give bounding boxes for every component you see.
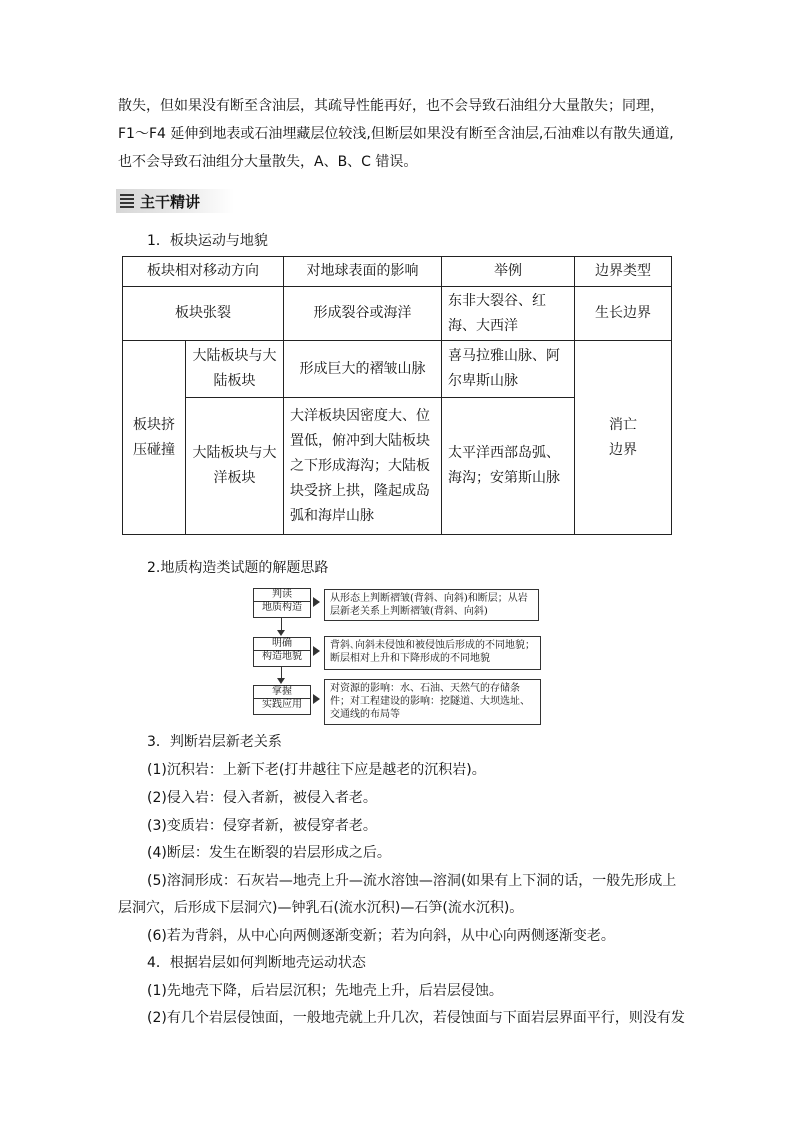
list-item: (4)断层：发生在断裂的岩层形成之后。 bbox=[147, 845, 391, 861]
intro-line-2: F1～F4 延伸到地表或石油埋藏层位较浅,但断层如果没有断至含油层,石油难以有散失通道, bbox=[118, 126, 674, 142]
flow-step-3-box bbox=[253, 685, 311, 715]
flow-step-1-label-a: 判读 bbox=[254, 589, 310, 602]
list-item: (2)有几个岩层侵蚀面，一般地壳就上升几次，若侵蚀面与下面岩层界面平行，则没有发 bbox=[147, 1010, 685, 1026]
table-cell: 消亡边界 bbox=[575, 341, 672, 535]
table-cell: 喜马拉雅山脉、阿尔卑斯山脉 bbox=[442, 341, 575, 398]
heading-3: 3．判断岩层新老关系 bbox=[147, 734, 282, 750]
arrow-right-icon bbox=[313, 646, 320, 656]
table-header-cell: 对地球表面的影响 bbox=[284, 257, 442, 287]
arrow-right-icon bbox=[313, 597, 320, 607]
table-cell: 板块挤压碰撞 bbox=[123, 341, 186, 535]
list-item: (3)变质岩：侵穿者新，被侵穿者老。 bbox=[147, 818, 377, 834]
table-header-row bbox=[123, 257, 672, 287]
flow-step-3-label-b: 实践应用 bbox=[262, 699, 302, 710]
table-cell: 大洋板块因密度大、位置低，俯冲到大陆板块之下形成海沟；大陆板块受挤上拱，隆起成岛弧和海岸山脉 bbox=[284, 398, 442, 535]
flow-step-1-box bbox=[253, 588, 311, 618]
table-cell: 太平洋西部岛弧、海沟；安第斯山脉 bbox=[442, 398, 575, 535]
table-cell: 东非大裂谷、红海、大西洋 bbox=[442, 287, 575, 341]
list-item: (5)溶洞形成：石灰岩—地壳上升—流水溶蚀—溶洞(如果有上下洞的话，一般先形成上 bbox=[147, 873, 677, 889]
table-row bbox=[123, 341, 672, 398]
intro-line-1: 散失，但如果没有断至含油层，其疏导性能再好，也不会导致石油组分大量散失；同理， bbox=[118, 98, 664, 114]
flow-step-2-detail: 背斜､向斜未侵蚀和被侵蚀后形成的不同地貌；断层相对上升和下降形成的不同地貌 bbox=[324, 636, 541, 670]
list-icon bbox=[120, 194, 134, 208]
flow-step-2-label-a: 明确 bbox=[254, 638, 310, 651]
arrow-right-icon bbox=[313, 694, 320, 704]
flow-step-1-label-b: 地质构造 bbox=[262, 602, 302, 613]
flow-connector bbox=[281, 617, 282, 631]
table-cell: 形成裂谷或海洋 bbox=[284, 287, 442, 341]
list-item: (2)侵入岩：侵入者新，被侵入者老。 bbox=[147, 790, 377, 806]
list-item: (6)若为背斜，从中心向两侧逐渐变新；若为向斜，从中心向两侧逐渐变老。 bbox=[147, 928, 615, 944]
arrow-down-icon bbox=[277, 630, 285, 636]
heading-2: 2.地质构造类试题的解题思路 bbox=[147, 560, 329, 576]
flow-step-3-detail: 对资源的影响：水、石油、天然气的存储条件；对工程建设的影响：挖隧道、大坝选址、交通线的布局等 bbox=[324, 679, 541, 725]
section-title: 主干精讲 bbox=[140, 193, 201, 211]
heading-4: 4．根据岩层如何判断地壳运动状态 bbox=[147, 955, 366, 971]
heading-1: 1．板块运动与地貌 bbox=[147, 233, 268, 249]
table-cell: 形成巨大的褶皱山脉 bbox=[284, 341, 442, 398]
table-cell: 大陆板块与大陆板块 bbox=[186, 341, 284, 398]
table-header-cell: 边界类型 bbox=[575, 257, 672, 287]
list-item-continued: 层洞穴，后形成下层洞穴)—钟乳石(流水沉积)—石笋(流水沉积)。 bbox=[118, 900, 524, 916]
plate-motion-table bbox=[122, 256, 672, 535]
flow-step-2-box bbox=[253, 637, 311, 667]
table-header-cell: 板块相对移动方向 bbox=[123, 257, 284, 287]
arrow-down-icon bbox=[277, 678, 285, 684]
flow-step-2-label-b: 构造地貌 bbox=[262, 651, 302, 662]
section-header bbox=[116, 186, 236, 216]
list-item: (1)沉积岩：上新下老(打井越往下应是越老的沉积岩)。 bbox=[147, 762, 486, 778]
table-cell: 大陆板块与大洋板块 bbox=[186, 398, 284, 535]
table-cell: 板块张裂 bbox=[123, 287, 284, 341]
table-cell: 生长边界 bbox=[575, 287, 672, 341]
table-row bbox=[123, 287, 672, 341]
list-item: (1)先地壳下降，后岩层沉积；先地壳上升，后岩层侵蚀。 bbox=[147, 983, 503, 999]
intro-line-3: 也不会导致石油组分大量散失，A、B、C 错误。 bbox=[118, 154, 418, 170]
flow-step-3-label-a: 掌握 bbox=[254, 686, 310, 699]
table-header-cell: 举例 bbox=[442, 257, 575, 287]
flow-step-1-detail: 从形态上判断褶皱(背斜、向斜)和断层；从岩层新老关系上判断褶皱(背斜、向斜) bbox=[324, 589, 539, 621]
